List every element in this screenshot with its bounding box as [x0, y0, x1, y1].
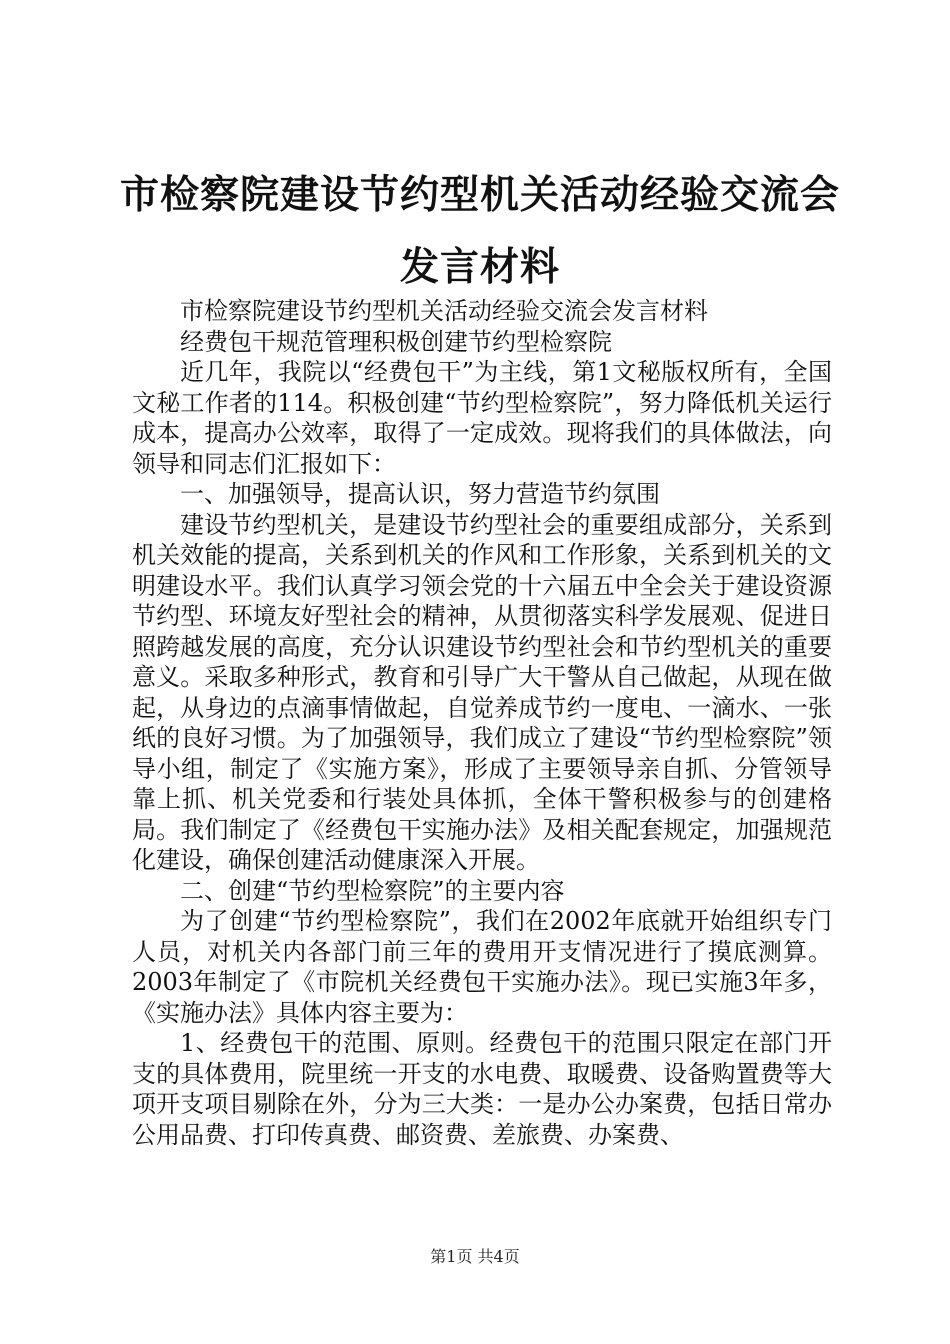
- page-footer: 第1页 共4页: [430, 1247, 520, 1266]
- paragraph-intro: 近几年，我院以“经费包干”为主线，第1文秘版权所有，全国文秘工作者的114。积极创建“节约型检察院”，努力降低机关运行成本，提高办公效率，取得了一定成效。现将我们的具体做法，向领导和同志们汇报如下：: [132, 358, 832, 478]
- section-heading-2: 二、创建“节约型检察院”的主要内容: [180, 876, 565, 905]
- paragraph-item-1: 1、经费包干的范围、原则。经费包干的范围只限定在部门开支的具体费用，院里统一开支的水电费、取暖费、设备购置费等大项开支项目剔除在外，分为三大类：一是办公办案费，包括日常办公用品费、打印传真费、邮资费、差旅费、办案费、: [132, 1029, 832, 1149]
- paragraph-section-2: 为了创建“节约型检察院”，我们在2002年底就开始组织专门人员，对机关内各部门前三年的费用开支情况进行了摸底测算。2003年制定了《市院机关经费包干实施办法》。现已实施3年多，《实施办法》具体内容主要为：: [132, 907, 832, 1027]
- document-title: 市检察院建设节约型机关活动经验交流会发言材料: [120, 173, 841, 290]
- document-body: [132, 296, 832, 1150]
- paragraph-subtitle: 经费包干规范管理积极创建节约型检察院: [180, 327, 612, 356]
- paragraph-section-1: 建设节约型机关，是建设节约型社会的重要组成部分，关系到机关效能的提高，关系到机关的作风和工作形象，关系到机关的文明建设水平。我们认真学习领会党的十六届五中全会关于建设资源节约型、环境友好型社会的精神，从贯彻落实科学发展观、促进日照跨越发展的高度，充分认识建设节约型社会和节约型机关的重要意义。采取多种形式，教育和引导广大干警从自己做起，从现在做起，从身边的点滴事情做起，自觉养成节约一度电、一滴水、一张纸的良好习惯。为了加强领导，我们成立了建设“节约型检察院”领导小组，制定了《实施方案》，形成了主要领导亲自抓、分管领导靠上抓、机关党委和行装处具体抓，全体干警积极参与的创建格局。我们制定了《经费包干实施办法》及相关配套规定，加强规范化建设，确保创建活动健康深入开展。: [132, 510, 832, 874]
- section-heading-1: 一、加强领导，提高认识，努力营造节约氛围: [180, 480, 660, 508]
- paragraph-heading-repeat: 市检察院建设节约型机关活动经验交流会发言材料: [180, 297, 708, 325]
